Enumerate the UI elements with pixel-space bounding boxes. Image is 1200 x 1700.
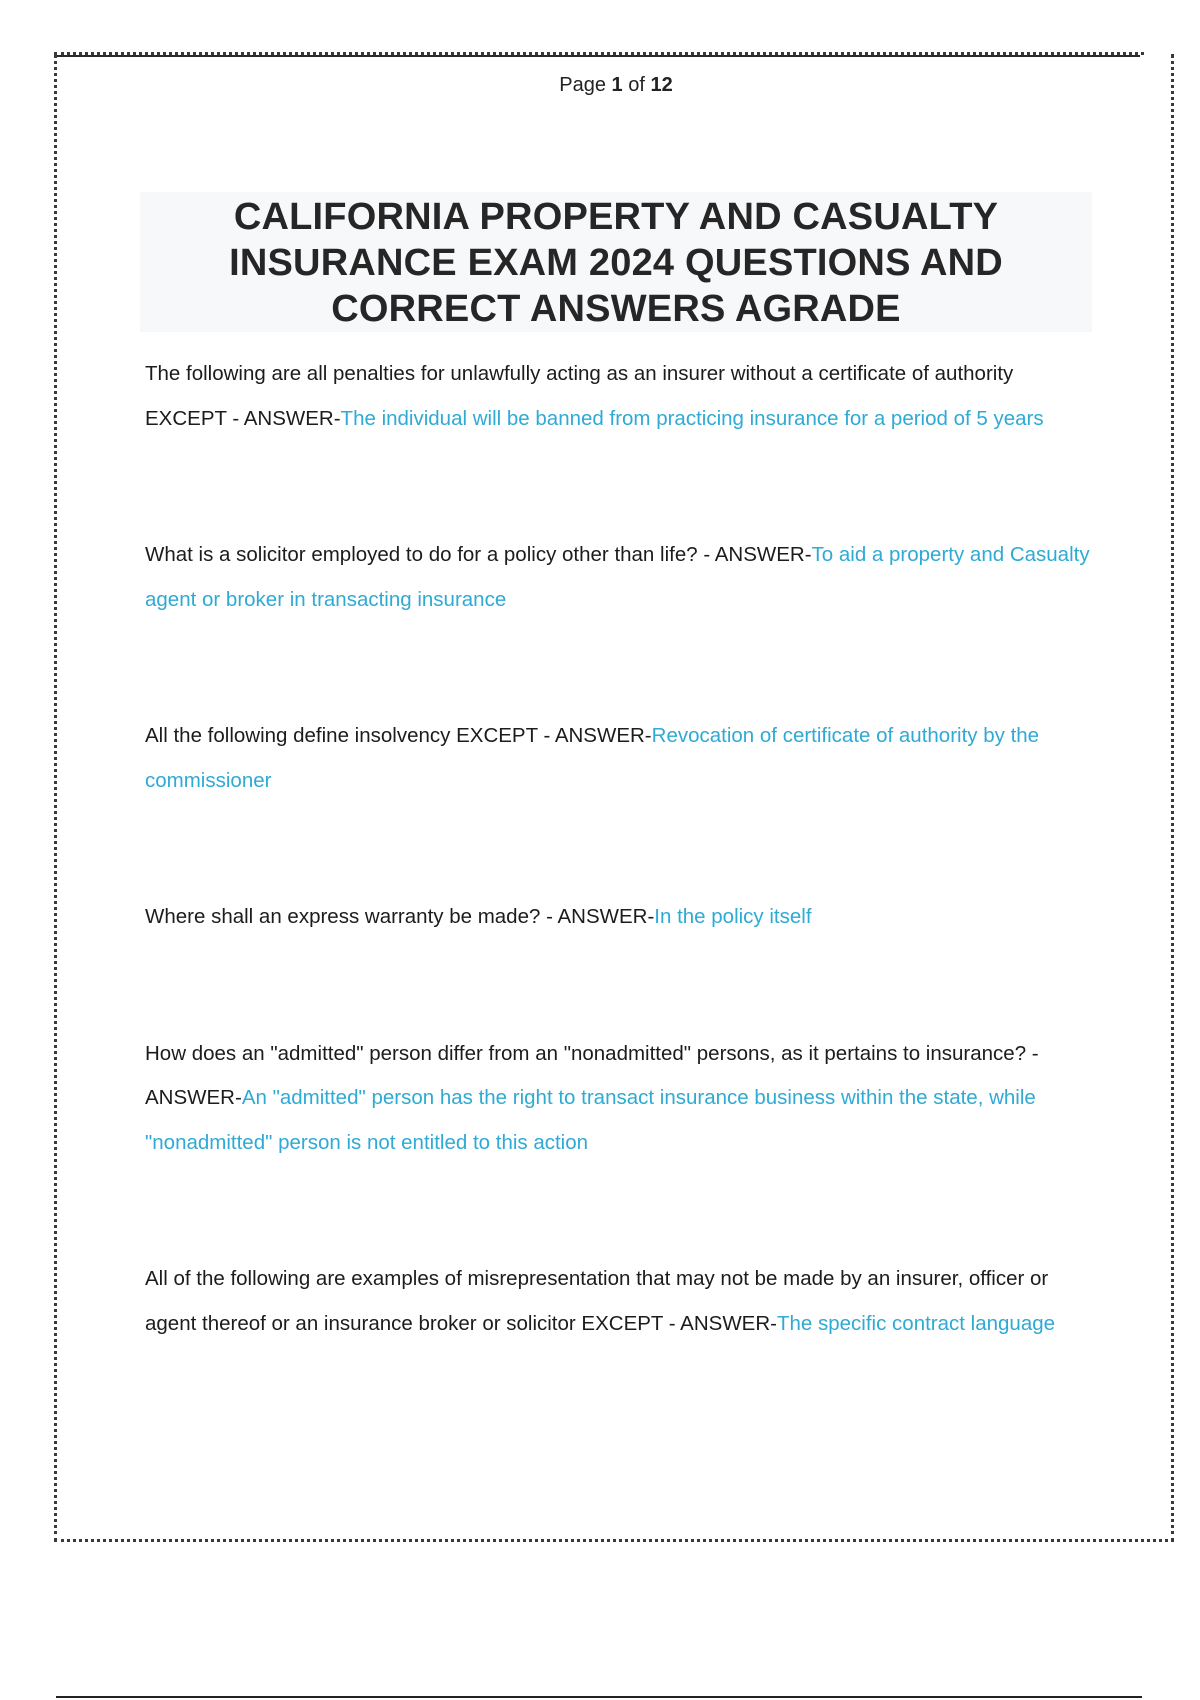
- answer-text: The specific contract language: [776, 1311, 1056, 1335]
- title-line: CALIFORNIA PROPERTY AND CASUALTY: [233, 196, 999, 238]
- qa-item-6: [145, 1257, 1090, 1346]
- title-line: CORRECT ANSWERS AGRADE: [331, 288, 901, 330]
- qa-item-2: [145, 533, 1090, 622]
- qa-item-1: [145, 352, 1090, 441]
- document-title-box: [140, 192, 1092, 332]
- question-text: How does an "admitted" person differ from an "nonadmitted" persons, as it pertains to insurance? - ANSWER-: [145, 1041, 1039, 1109]
- title-line: INSURANCE EXAM 2024 QUESTIONS AND: [229, 242, 1003, 284]
- qa-item-4: [145, 895, 1090, 940]
- answer-text: In the policy itself: [654, 905, 812, 928]
- page-number-of: of: [628, 74, 645, 96]
- answer-text: Revocation of certificate of authority by the commissioner: [145, 724, 1040, 792]
- question-text: Where shall an express warranty be made? - ANSWER-: [145, 905, 655, 928]
- question-text: The following are all penalties for unlawfully acting as an insurer without a certificate of authority EXCEPT - ANSWER-: [145, 362, 1014, 430]
- answer-text: The individual will be banned from practicing insurance for a period of 5 years: [340, 406, 1044, 430]
- page-number-current: 1: [611, 74, 623, 96]
- question-text: All of the following are examples of misrepresentation that may not be made by an insurer, officer or agent thereof or an insurance broker or solicitor EXCEPT - ANSWER-: [145, 1267, 1049, 1335]
- question-text: All the following define insolvency EXCEPT - ANSWER-: [145, 724, 652, 747]
- question-text: What is a solicitor employed to do for a policy other than life? - ANSWER-: [145, 543, 812, 566]
- qa-item-5: [145, 1032, 1090, 1166]
- qa-list: [145, 352, 1090, 1346]
- next-page-top-rule: [56, 1696, 1142, 1698]
- qa-item-3: [145, 714, 1090, 803]
- answer-text: An "admitted" person has the right to transact insurance business within the state, while "nonadmitted" person is not entitled to this action: [145, 1086, 1036, 1154]
- page-number-total: 12: [650, 74, 673, 96]
- answer-text: To aid a property and Casualty agent or broker in transacting insurance: [145, 543, 1090, 611]
- page-number-prefix: Page: [559, 74, 606, 96]
- document-title: [140, 194, 1092, 332]
- page-number: [0, 74, 1200, 97]
